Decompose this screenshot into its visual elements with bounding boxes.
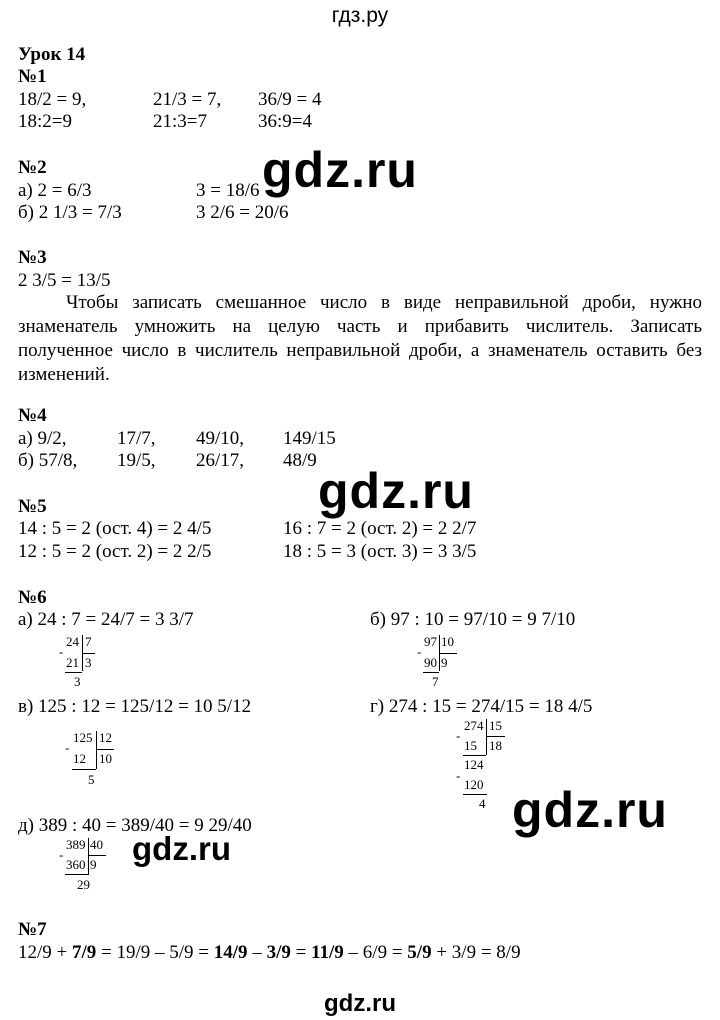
bold-term: 5/9	[407, 942, 432, 963]
task-2-a-right: 3 = 18/6	[196, 180, 260, 201]
term: –	[247, 942, 267, 963]
subtraction-line	[423, 672, 439, 673]
task-4-a-4: 149/15	[283, 428, 336, 449]
divisor: 15	[489, 718, 502, 733]
subtraction-line	[463, 755, 486, 756]
remainder: 29	[77, 877, 90, 892]
term: = 19/9 – 5/9 =	[96, 942, 214, 963]
task-1-label: №1	[18, 66, 47, 87]
partial-remainder: 124	[464, 757, 484, 772]
second-subtrahend: 120	[464, 777, 484, 792]
division-line	[439, 653, 457, 654]
dividend: 389	[66, 837, 86, 852]
task-1-row2-col3: 36:9=4	[258, 111, 312, 132]
task-7-expression	[18, 942, 521, 964]
subtrahend: 21	[66, 655, 79, 670]
task-6g-equation: г) 274 : 15 = 274/15 = 18 4/5	[370, 696, 593, 717]
term: 12/9 +	[18, 942, 72, 963]
dividend: 274	[464, 718, 484, 733]
task-6v-equation: в) 125 : 12 = 125/12 = 10 5/12	[18, 696, 252, 717]
subtraction-line	[65, 874, 89, 875]
division-line	[82, 653, 95, 654]
bold-term: 3/9	[266, 942, 291, 963]
remainder: 3	[74, 674, 81, 689]
divisor: 40	[90, 837, 103, 852]
task-3-label: №3	[18, 247, 47, 268]
task-1-row2-col1: 18:2=9	[18, 111, 72, 132]
divisor: 12	[99, 730, 112, 745]
watermark: gdz.ru	[512, 782, 668, 838]
task-4-a-2: 17/7,	[117, 428, 156, 449]
division-line	[96, 749, 114, 750]
watermark: gdz.ru	[132, 830, 231, 867]
task-1-row1-col3: 36/9 = 4	[258, 89, 322, 110]
quotient: 9	[90, 857, 97, 872]
task-4-b-4: 48/9	[283, 450, 317, 471]
task-7-label: №7	[18, 919, 47, 940]
task-2-b-right: 3 2/6 = 20/6	[196, 202, 289, 223]
task-1-row1-col2: 21/3 = 7,	[153, 89, 222, 110]
remainder: 5	[88, 772, 95, 787]
division-bar	[486, 719, 487, 755]
watermark: gdz.ru	[262, 142, 418, 198]
subtrahend: 360	[66, 857, 86, 872]
minus-sign: -	[65, 740, 70, 755]
task-5-right-1: 16 : 7 = 2 (ост. 2) = 2 2/7	[283, 518, 477, 539]
first-subtrahend: 15	[464, 738, 477, 753]
task-6b-equation: б) 97 : 10 = 97/10 = 9 7/10	[370, 609, 576, 630]
quotient: 9	[441, 655, 448, 670]
quotient: 10	[99, 751, 112, 766]
division-bar	[88, 838, 89, 874]
subtrahend: 90	[424, 655, 437, 670]
task-4-a-3: 49/10,	[196, 428, 245, 449]
term: + 3/9 = 8/9	[431, 942, 521, 963]
task-1-row1-col1: 18/2 = 9,	[18, 89, 87, 110]
bold-term: 14/9	[213, 942, 248, 963]
subtraction-line	[65, 672, 82, 673]
subtraction-line	[463, 794, 487, 795]
task-2-b-left: б) 2 1/3 = 7/3	[18, 202, 122, 223]
minus-sign: -	[456, 728, 461, 743]
remainder: 7	[432, 674, 439, 689]
task-5-right-2: 18 : 5 = 3 (ост. 3) = 3 3/5	[283, 541, 477, 562]
subtraction-line	[72, 769, 96, 770]
task-6d-equation: д) 389 : 40 = 389/40 = 9 29/40	[18, 815, 252, 836]
divisor: 7	[85, 634, 92, 649]
task-6a-equation: а) 24 : 7 = 24/7 = 3 3/7	[18, 609, 194, 630]
division-line	[88, 855, 106, 856]
remainder: 4	[479, 796, 486, 811]
task-5-label: №5	[18, 496, 47, 517]
dividend: 24	[66, 634, 79, 649]
dividend: 125	[73, 730, 93, 745]
minus-sign: -	[59, 847, 64, 862]
task-5-left-1: 14 : 5 = 2 (ост. 4) = 2 4/5	[18, 518, 212, 539]
task-1-row2-col2: 21:3=7	[153, 111, 207, 132]
division-bar	[96, 731, 97, 769]
task-2-label: №2	[18, 157, 47, 178]
task-6-label: №6	[18, 587, 47, 608]
term: =	[290, 942, 312, 963]
minus-sign: -	[59, 644, 64, 659]
bold-term: 11/9	[311, 942, 344, 963]
task-4-label: №4	[18, 405, 47, 426]
division-line	[486, 736, 505, 737]
task-4-b-2: 19/5,	[117, 450, 156, 471]
quotient: 3	[85, 655, 92, 670]
dividend: 97	[424, 634, 437, 649]
site-header: гдз.ру	[331, 4, 389, 27]
task-4-a-1: а) 9/2,	[18, 428, 67, 449]
task-2-a-left: а) 2 = 6/3	[18, 180, 92, 201]
bold-term: 7/9	[72, 942, 97, 963]
lesson-title: Урок 14	[18, 44, 86, 65]
divisor: 10	[441, 634, 454, 649]
subtrahend: 12	[73, 751, 86, 766]
task-5-left-2: 12 : 5 = 2 (ост. 2) = 2 2/5	[18, 541, 212, 562]
minus-sign: -	[417, 644, 422, 659]
task-4-b-3: 26/17,	[196, 450, 245, 471]
site-footer: gdz.ru	[324, 990, 396, 1017]
task-3-equation: 2 3/5 = 13/5	[18, 270, 111, 291]
term: – 6/9 =	[343, 942, 408, 963]
task-4-b-1: б) 57/8,	[18, 450, 78, 471]
task-3-explanation: Чтобы записать смешанное число в виде неправильной дроби, нужно знаменатель умножить на целую часть и прибавить числитель. Записать полученное число в числитель неправильной дроби, а знаменатель оставить без изменений.	[18, 292, 702, 385]
watermark: gdz.ru	[318, 463, 474, 519]
quotient: 18	[489, 738, 502, 753]
minus-sign: -	[456, 768, 461, 783]
